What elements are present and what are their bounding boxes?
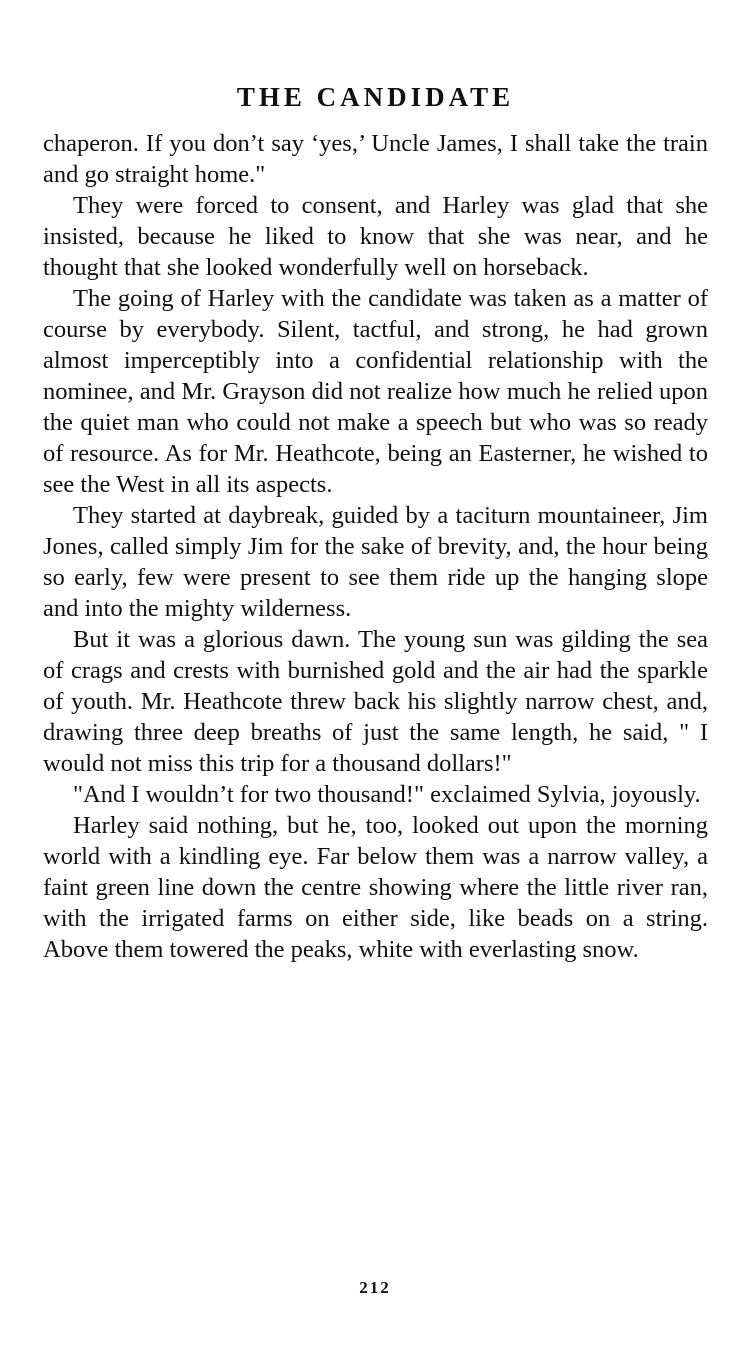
page-number: 212 (359, 1278, 391, 1297)
paragraph: "And I wouldn’t for two thousand!" exclaimed Sylvia, joyously. (73, 781, 701, 808)
paragraph: They started at daybreak, guided by a taciturn mountaineer, Jim Jones, called simply Jim for the sake of brevity, and, the hour being so early, few were present to see them ride up the hanging slope and into the mighty wilderness. (43, 502, 708, 622)
paragraph: chaperon. If you don’t say ‘yes,’ Uncle James, I shall take the train and go straight home." (43, 130, 708, 188)
paragraph: The going of Harley with the candidate was taken as a matter of course by everybody. Silent, tactful, and strong, he had grown almost imperceptibly into a confidential relationship with the nominee, and Mr. Grayson did not realize how much he relied upon the quiet man who could not make a speech but who was so ready of resource. As for Mr. Heathcote, being an Easterner, he wished to see the West in all its aspects. (43, 285, 708, 498)
paragraph: But it was a glorious dawn. The young sun was gilding the sea of crags and crests with burnished gold and the air had the sparkle of youth. Mr. Heathcote threw back his slightly narrow chest, and, drawing three deep breaths of just the same length, he said, " I would not miss this trip for a thousand dollars!" (43, 626, 708, 777)
running-head: THE CANDIDATE (236, 82, 515, 112)
paragraph: Harley said nothing, but he, too, looked out upon the morning world with a kindling eye. Far below them was a narrow valley, a faint green line down the centre showing where the little river ran, with the irrigated farms on either side, like beads on a string. Above them towered the peaks, white with everlasting snow. (43, 812, 708, 963)
paragraph: They were forced to consent, and Harley was glad that she insisted, because he liked to know that she was near, and he thought that she looked wonderfully well on horseback. (43, 192, 708, 281)
book-page (43, 80, 708, 965)
